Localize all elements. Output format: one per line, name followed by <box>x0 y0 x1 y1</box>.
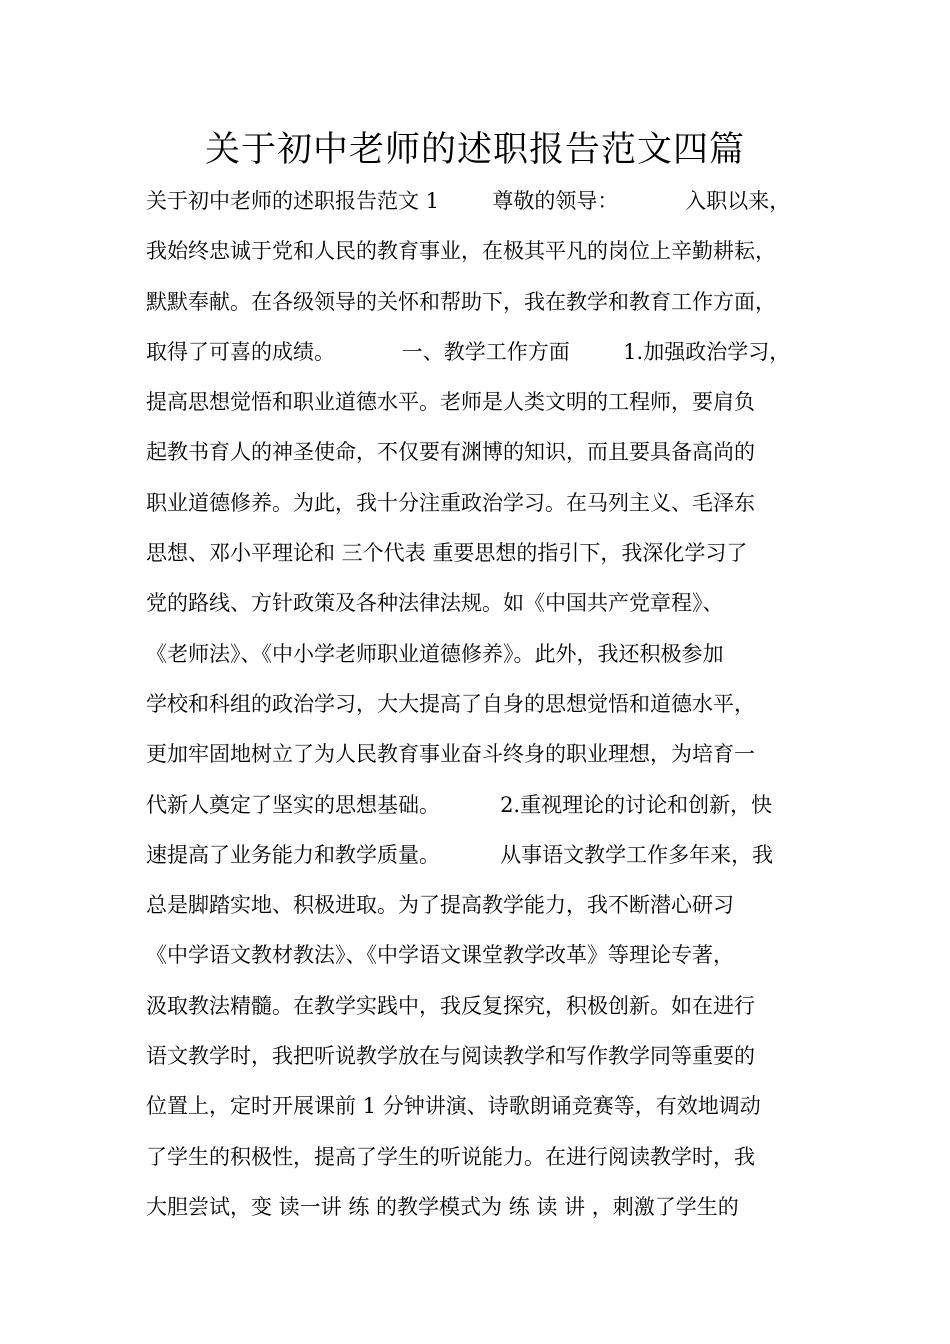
body-line: 学校和科组的政治学习，大大提高了自身的思想觉悟和道德水平， <box>146 691 755 716</box>
body-line: 起教书育人的神圣使命，不仅要有渊博的知识，而且要具备高尚的 <box>146 440 755 465</box>
body-line: 大胆尝试，变 读一讲 练 的教学模式为 练 读 讲 ，刺激了学生的 <box>146 1194 739 1219</box>
body-line: 关于初中老师的述职报告范文 1 尊敬的领导： 入职以来， <box>146 189 791 213</box>
body-line: 思想、邓小平理论和 三个代表 重要思想的指引下，我深化学习了 <box>146 541 748 566</box>
body-line: 速提高了业务能力和教学质量。 从事语文教学工作多年来，我 <box>146 842 774 867</box>
body-line: 党的路线、方针政策及各种法律法规。如《中国共产党章程》、 <box>146 591 724 616</box>
body-line: 《中学语文教材教法》、《中学语文课堂教学改革》等理论专著， <box>146 943 734 968</box>
body-line: 总是脚踏实地、积极进取。为了提高教学能力，我不断潜心研习 <box>146 893 734 918</box>
body-line: 了学生的积极性，提高了学生的听说能力。在进行阅读教学时，我 <box>146 1144 755 1169</box>
body-line: 更加牢固地树立了为人民教育事业奋斗终身的职业理想，为培育一 <box>146 742 755 767</box>
document-title: 关于初中老师的述职报告范文四篇 <box>204 130 745 170</box>
body-line: 语文教学时，我把听说教学放在与阅读教学和写作教学同等重要的 <box>146 1044 755 1069</box>
body-line: 我始终忠诚于党和人民的教育事业，在极其平凡的岗位上辛勤耕耘， <box>146 239 776 264</box>
body-line: 默默奉献。在各级领导的关怀和帮助下，我在教学和教育工作方面， <box>146 289 776 314</box>
document-body <box>146 176 826 1232</box>
body-line: 汲取教法精髓。在教学实践中，我反复探究，积极创新。如在进行 <box>146 993 755 1018</box>
body-line: 职业道德修养。为此，我十分注重政治学习。在马列主义、毛泽东 <box>146 490 755 515</box>
body-line: 代新人奠定了坚实的思想基础。 2.重视理论的讨论和创新，快 <box>146 792 773 817</box>
body-line: 取得了可喜的成绩。 一、教学工作方面 1.加强政治学习， <box>146 339 791 364</box>
body-line: 《老师法》、《中小学老师职业道德修养》。此外，我还积极参加 <box>146 641 724 666</box>
body-line: 提高思想觉悟和职业道德水平。老师是人类文明的工程师，要肩负 <box>146 390 755 415</box>
body-line: 位置上，定时开展课前 1 分钟讲演、诗歌朗诵竞赛等，有效地调动 <box>146 1094 761 1119</box>
